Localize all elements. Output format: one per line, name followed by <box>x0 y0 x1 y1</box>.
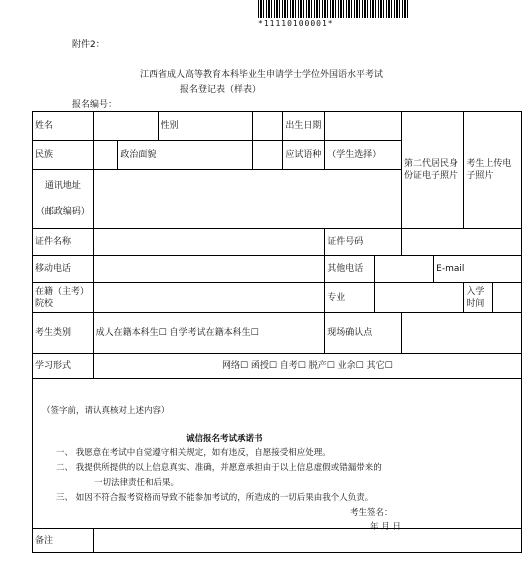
id-photo-label: 第二代居民身份证电子照片 <box>402 112 464 229</box>
address-label: 通讯地址 <box>44 181 81 191</box>
postal-code-label: （邮政编码） <box>35 207 90 217</box>
date-label[interactable]: 年 月 日 <box>370 522 401 532</box>
study-form-label: 学习形式 <box>33 354 94 379</box>
pledge-item-2: 二、 我提供所提供的以上信息真实、准确，并愿意承担由于以上信息虚假或错漏带来的 <box>56 463 382 473</box>
remarks-label: 备注 <box>33 529 94 553</box>
exam-language-note[interactable]: （学生选择） <box>325 141 402 170</box>
enrollment-time-label: 入学时间 <box>464 283 492 313</box>
category-label: 考生类别 <box>33 313 94 354</box>
school-field[interactable] <box>93 283 325 313</box>
email-cell[interactable] <box>434 256 522 283</box>
gender-field[interactable] <box>253 112 283 141</box>
gender-cell[interactable] <box>158 112 253 141</box>
address-label-cell <box>33 170 94 229</box>
signature-label[interactable]: 考生签名： <box>350 508 393 518</box>
other-phone-field[interactable] <box>374 256 433 283</box>
school-label: 在籍（主考）院校 <box>33 283 94 313</box>
name-field[interactable] <box>93 112 158 141</box>
other-phone-label: 其他电话 <box>325 256 374 283</box>
pledge-item-2-cont: 一切法律责任和后果。 <box>94 478 180 488</box>
student-photo-label[interactable]: 考生上传电子照片 <box>464 112 522 229</box>
pledge-title: 诚信报名考试承诺书 <box>186 434 263 444</box>
exam-language-label: 应试语种 <box>283 141 325 170</box>
barcode-image <box>258 0 408 18</box>
political-status-cell[interactable] <box>118 141 253 170</box>
attachment-label: 附件2： <box>72 40 105 50</box>
ethnicity-label: 民族 <box>33 141 94 170</box>
gender-label: 性别 <box>160 121 179 131</box>
certificate-name-field[interactable] <box>93 229 325 256</box>
barcode-number: *11110100001* <box>258 19 334 28</box>
name-label: 姓名 <box>33 112 94 141</box>
sign-note: （签字前，请认真核对上述内容） <box>42 406 170 416</box>
enrollment-time-field[interactable] <box>492 283 521 313</box>
birth-label: 出生日期 <box>283 112 325 141</box>
form-title-line1: 江西省成人高等教育本科毕业生申请学士学位外国语水平考试 <box>140 70 384 80</box>
political-status-label: 政治面貌 <box>120 150 157 160</box>
major-label: 专业 <box>325 283 374 313</box>
category-options[interactable]: 成人在籍本科生☐ 自学考试在籍本科生☐ <box>93 313 325 354</box>
pledge-item-1: 一、 我愿意在考试中自觉遵守相关规定，如有违反，自愿接受相应处理。 <box>56 448 331 458</box>
certificate-number-label: 证件号码 <box>325 229 402 256</box>
address-field[interactable] <box>93 170 401 229</box>
email-label: E-mail <box>436 264 465 274</box>
confirm-site-field[interactable] <box>402 313 522 354</box>
major-field[interactable] <box>374 283 464 313</box>
pledge-item-3: 三、 如因不符合报考资格而导致不能参加考试的，所造成的一切后果由我个人负责。 <box>56 493 374 503</box>
confirm-site-label: 现场确认点 <box>325 313 402 354</box>
form-title-line2: 报名登记表（样表） <box>180 85 262 95</box>
registration-number-label: 报名编号： <box>72 100 118 110</box>
ethnicity-field[interactable] <box>93 141 118 170</box>
mobile-field[interactable] <box>93 256 325 283</box>
remarks-field[interactable] <box>93 529 521 553</box>
political-status-field[interactable] <box>253 141 283 170</box>
study-form-options[interactable]: 网络☐ 函授☐ 自考☐ 脱产☐ 业余☐ 其它☐ <box>93 354 521 379</box>
certificate-number-field[interactable] <box>402 229 522 256</box>
mobile-label: 移动电话 <box>33 256 94 283</box>
birth-field[interactable] <box>325 112 402 141</box>
certificate-name-label: 证件名称 <box>33 229 94 256</box>
